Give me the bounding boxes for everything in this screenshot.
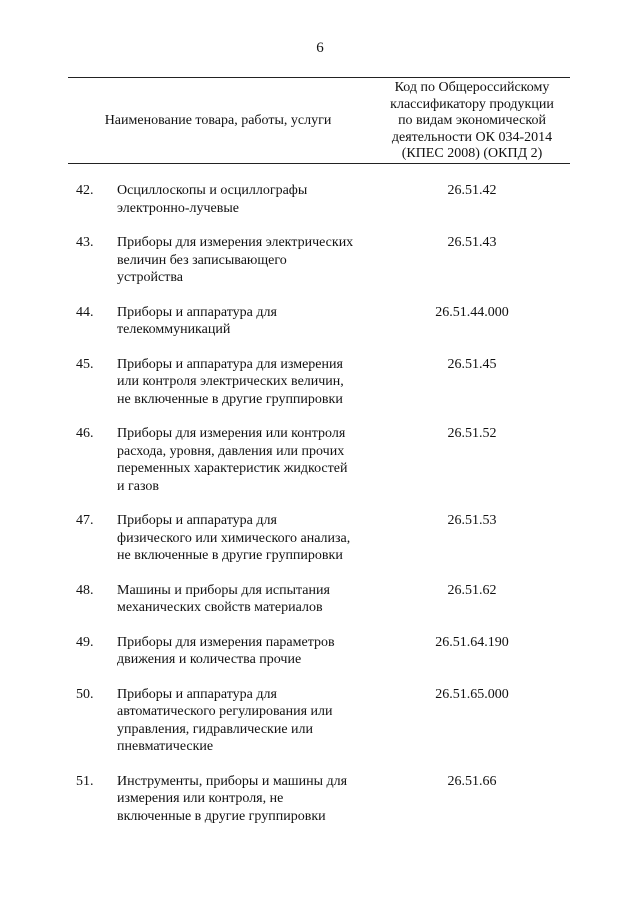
row-name-line: физического или химического анализа,: [117, 530, 351, 546]
row-name-line: Приборы и аппаратура для: [117, 513, 277, 528]
table-row: [68, 234, 570, 287]
row-name: [117, 182, 372, 217]
table-header-rule: [68, 163, 570, 164]
row-code: 26.51.44.000: [435, 304, 509, 320]
row-number: 50.: [76, 686, 94, 702]
row-name-line: Приборы для измерения параметров: [117, 634, 335, 650]
row-code: 26.51.42: [447, 183, 497, 198]
row-number: 48.: [76, 582, 94, 598]
row-name-line: измерения или контроля, не: [117, 791, 284, 806]
row-name-line: величин без записывающего: [117, 252, 287, 268]
row-name-line: пневматические: [117, 739, 214, 754]
row-name-line: Приборы и аппаратура для: [117, 304, 277, 320]
header-code-line: классификатору продукции: [390, 96, 554, 112]
table-row: [68, 304, 570, 339]
row-code: 26.51.53: [447, 513, 497, 528]
row-name-line: Осциллоскопы и осциллографы: [117, 183, 308, 198]
row-name-line: не включенные в другие группировки: [117, 548, 343, 563]
row-code: 26.51.62: [447, 582, 497, 598]
table-row: [68, 182, 570, 217]
row-name: [117, 686, 372, 756]
table-row: [68, 512, 570, 565]
row-name: [117, 356, 372, 409]
row-code: 26.51.45: [447, 356, 497, 372]
row-name: [117, 512, 372, 565]
header-code-line: деятельности ОК 034-2014: [391, 129, 553, 145]
row-name-line: автоматического регулирования или: [117, 704, 333, 719]
row-number: 51.: [76, 773, 94, 789]
row-name-line: Машины и приборы для испытания: [117, 582, 330, 598]
row-name-line: Инструменты, приборы и машины для: [117, 773, 348, 789]
row-name-line: не включенные в другие группировки: [117, 391, 343, 407]
row-name-line: Приборы для измерения или контроля: [117, 426, 346, 441]
row-name-line: электронно-лучевые: [117, 200, 239, 216]
row-name: [117, 634, 372, 669]
row-number: 45.: [76, 356, 94, 372]
table-row: [68, 425, 570, 495]
row-name-line: расхода, уровня, давления или прочих: [117, 443, 345, 459]
row-name: [117, 304, 372, 339]
row-name-line: переменных характеристик жидкостей: [117, 461, 348, 476]
header-code-line: по видам экономической: [398, 113, 546, 128]
row-name: [117, 773, 372, 826]
row-name-line: включенные в другие группировки: [117, 808, 326, 824]
row-number: 47.: [76, 513, 94, 528]
row-name-line: управления, гидравлические или: [117, 721, 314, 737]
row-number: 49.: [76, 634, 94, 650]
row-code: 26.51.43: [447, 235, 497, 250]
row-name-line: Приборы для измерения электрических: [117, 235, 354, 250]
table-row: [68, 634, 570, 669]
row-name-line: Приборы и аппаратура для: [117, 686, 277, 702]
row-code: 26.51.66: [447, 773, 497, 789]
table-row: [68, 582, 570, 617]
table-row: [68, 686, 570, 756]
table-body: [68, 182, 570, 825]
page-number: 6: [316, 40, 324, 56]
row-name: [117, 425, 372, 495]
row-number: 46.: [76, 426, 94, 441]
row-code: 26.51.64.190: [435, 634, 509, 650]
table-row: [68, 356, 570, 409]
row-name: [117, 582, 372, 617]
row-name-line: движения и количества прочие: [117, 652, 302, 667]
row-name-line: и газов: [117, 478, 160, 494]
table-row: [68, 773, 570, 826]
row-number: 43.: [76, 235, 94, 250]
row-name-line: или контроля электрических величин,: [117, 374, 344, 389]
row-name-line: устройства: [117, 270, 183, 285]
header-code-line: Код по Общероссийскому: [394, 80, 550, 95]
header-code-line: (КПЕС 2008) (ОКПД 2): [401, 146, 543, 161]
row-name-line: Приборы и аппаратура для измерения: [117, 356, 343, 372]
header-name-column: Наименование товара, работы, услуги: [104, 113, 332, 128]
row-number: 42.: [76, 183, 94, 198]
row-code: 26.51.65.000: [435, 686, 509, 702]
row-name-line: телекоммуникаций: [117, 322, 231, 337]
row-name: [117, 234, 372, 287]
row-name-line: механических свойств материалов: [117, 600, 323, 615]
table-top-rule: [68, 77, 570, 78]
row-code: 26.51.52: [447, 426, 497, 441]
row-number: 44.: [76, 304, 94, 320]
header-code-column: [374, 80, 570, 163]
